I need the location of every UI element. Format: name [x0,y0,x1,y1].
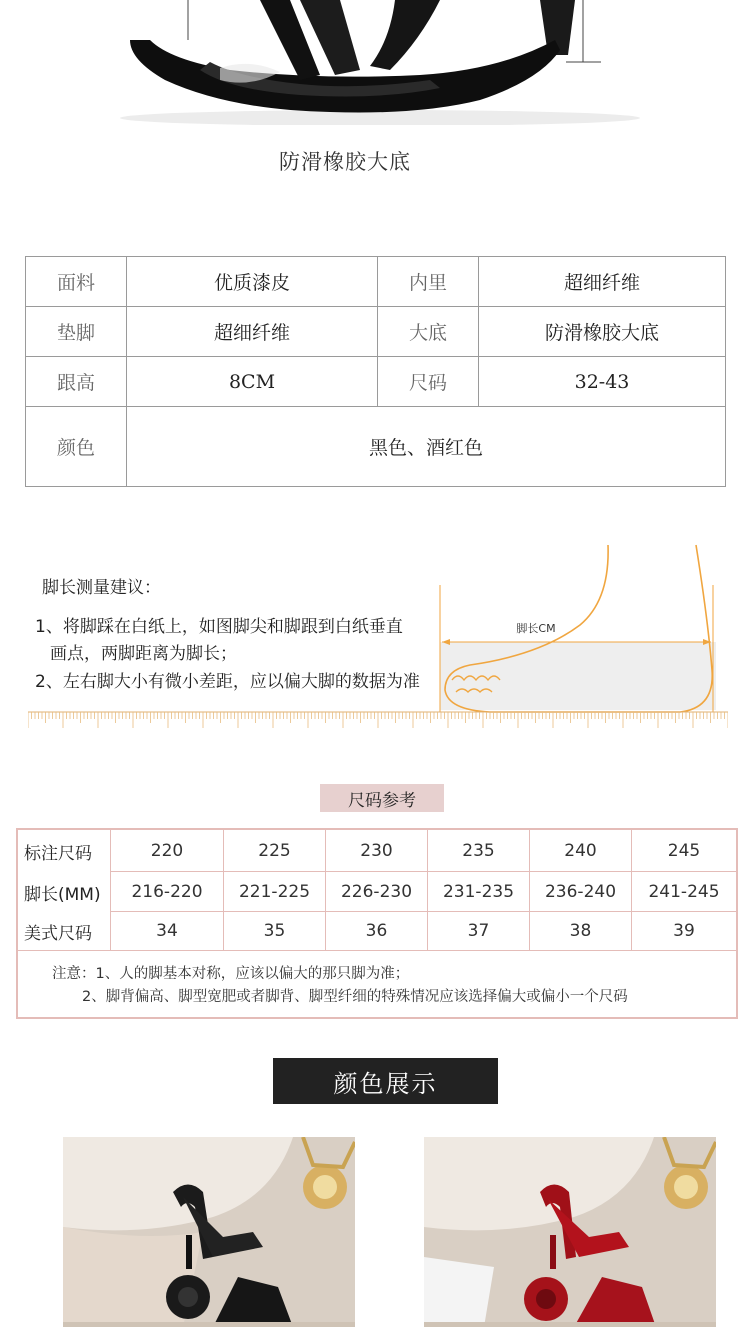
spec-label: 垫脚 [56,322,95,344]
spec-value: 防滑橡胶大底 [544,322,659,344]
size-chart-title: 尺码参考 [320,784,444,812]
ruler [28,708,728,732]
measure-title: 脚长测量建议： [42,578,161,598]
foot-diagram [430,540,750,715]
size-cell: 241-245 [632,872,736,912]
spec-label: 面料 [56,272,95,294]
spec-row [26,307,725,357]
spec-label: 跟高 [56,372,95,394]
spec-label: 尺码 [408,372,447,394]
size-cell: 236-240 [530,872,632,912]
spec-value: 超细纤维 [563,272,640,294]
spec-value: 黑色、酒红色 [368,437,483,459]
size-cell: 34 [111,912,224,950]
color-show-banner: 颜色展示 [273,1058,498,1104]
size-cell: 220 [111,830,224,872]
size-cell: 230 [326,830,428,872]
black-shoe-photo [63,1137,355,1327]
row-label: 美式尺码 [18,912,111,950]
note-line: 注意：1、人的脚基本对称，应该以偏大的那只脚为准； [52,966,410,982]
size-cell: 35 [224,912,326,950]
spec-value: 8CM [228,370,276,393]
spec-label: 颜色 [56,437,95,459]
size-cell: 36 [326,912,428,950]
size-row-us [18,912,736,950]
note-line: 2、脚背偏高、脚型宽肥或者脚背、脚型纤细的特殊情况应该选择偏大或偏小一个尺码 [82,989,628,1005]
spec-row [26,357,725,407]
measure-step: 画点，两脚距离为脚长； [50,644,237,664]
size-cell: 245 [632,830,736,872]
shoe-sole-photo [0,0,750,125]
red-shoe-photo [424,1137,716,1327]
spec-table [25,256,726,487]
size-table [16,828,738,1019]
size-cell: 240 [530,830,632,872]
size-cell: 225 [224,830,326,872]
size-cell: 221-225 [224,872,326,912]
size-row-labeled [18,830,736,872]
row-label: 标注尺码 [18,830,111,872]
row-label: 脚长(MM) [18,872,111,912]
size-cell: 38 [530,912,632,950]
size-cell: 39 [673,921,695,941]
spec-row [26,257,725,307]
size-cell: 216-220 [111,872,224,912]
spec-row [26,407,725,486]
measure-step: 1、将脚踩在白纸上，如图脚尖和脚跟到白纸垂直 [35,617,403,637]
measure-step: 2、左右脚大小有微小差距，应以偏大脚的数据为准 [35,672,420,692]
spec-label: 内里 [408,272,447,294]
size-notes [18,950,736,1017]
size-row-foot-length [18,872,736,912]
size-cell: 226-230 [326,872,428,912]
size-cell: 37 [428,912,530,950]
spec-value: 超细纤维 [213,322,290,344]
spec-value: 优质漆皮 [213,272,290,294]
foot-length-label: 脚长CM [516,622,556,635]
size-cell: 235 [428,830,530,872]
size-cell: 231-235 [428,872,530,912]
spec-value: 32-43 [574,370,630,393]
spec-label: 大底 [408,322,447,344]
sole-caption: 防滑橡胶大底 [279,150,411,174]
